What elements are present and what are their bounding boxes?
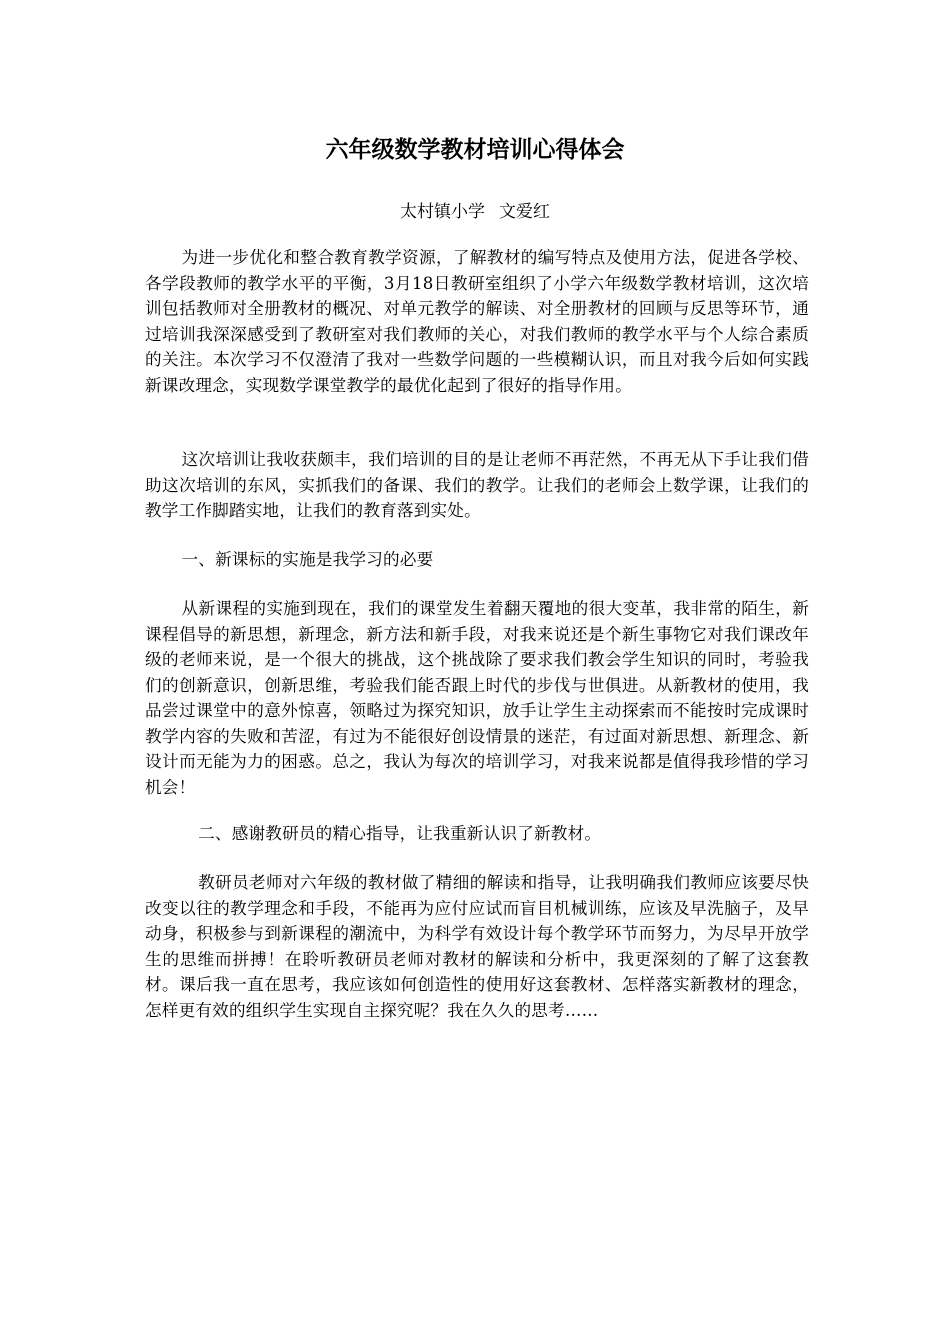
section-heading-1: 一、新课标的实施是我学习的必要 [181,550,434,569]
paragraph-section-1: 从新课程的实施到现在，我们的课堂发生着翻天覆地的很大变革，我非常的陌生，新课程倡导的新思想，新理念，新方法和新手段，对我来说还是个新生事物它对我们课改年级的老师来说，是一个很大的挑战，这个挑战除了要求我们教会学生知识的同时，考验我们的创新意识，创新思维，考验我们能否跟上时代的步伐与世俱进。从新教材的使用，我品尝过课堂中的意外惊喜，领略过为探究知识，放手让学生主动探索而不能按时完成课时教学内容的失败和苦涩，有过为不能很好创设情景的迷茫，有过面对新思想、新理念、新设计而无能为力的困惑。总之，我认为每次的培训学习，对我来说都是值得我珍惜的学习机会！ [145,599,809,797]
author-name: 文爱红 [499,202,550,222]
paragraph-intro: 为进一步优化和整合教育教学资源，了解教材的编写特点及使用方法，促进各学校、各学段教师的教学水平的平衡，3月18日教研室组织了小学六年级数学教材培训，这次培训包括教师对全册教材的概况、对单元教学的解读、对全册教材的回顾与反思等环节，通过培训我深深感受到了教研室对我们教师的关心，对我们教师的教学水平与个人综合素质的关注。本次学习不仅澄清了我对一些数学问题的一些模糊认识，而且对我今后如何实践新课改理念，实现数学课堂教学的最优化起到了很好的指导作用。 [145,248,809,395]
author-line [0,199,950,225]
section-heading-2: 二、感谢教研员的精心指导，让我重新认识了新教材。 [198,824,602,843]
paragraph-section-2: 教研员老师对六年级的教材做了精细的解读和指导，让我明确我们教师应该要尽快改变以往的教学理念和手段，不能再为应付应试而盲目机械训练，应该及早洗脑子，及早动身，积极参与到新课程的潮流中，为科学有效设计每个教学环节而努力，为尽早开放学生的思维而拼搏！在聆听教研员老师对教材的解读和分析中，我更深刻的了解了这套教材。课后我一直在思考，我应该如何创造性的使用好这套教材、怎样落实新教材的理念，怎样更有效的组织学生实现自主探究呢？我在久久的思考…… [145,873,809,1020]
paragraph-harvest: 这次培训让我收获颇丰，我们培训的目的是让老师不再茫然，不再无从下手让我们借助这次培训的东风，实抓我们的备课、我们的教学。让我们的老师会上数学课，让我们的教学工作脚踏实地，让我们的教育落到实处。 [145,450,809,520]
document-title: 六年级数学教材培训心得体会 [325,136,625,163]
school-name: 太村镇小学 [400,202,485,222]
